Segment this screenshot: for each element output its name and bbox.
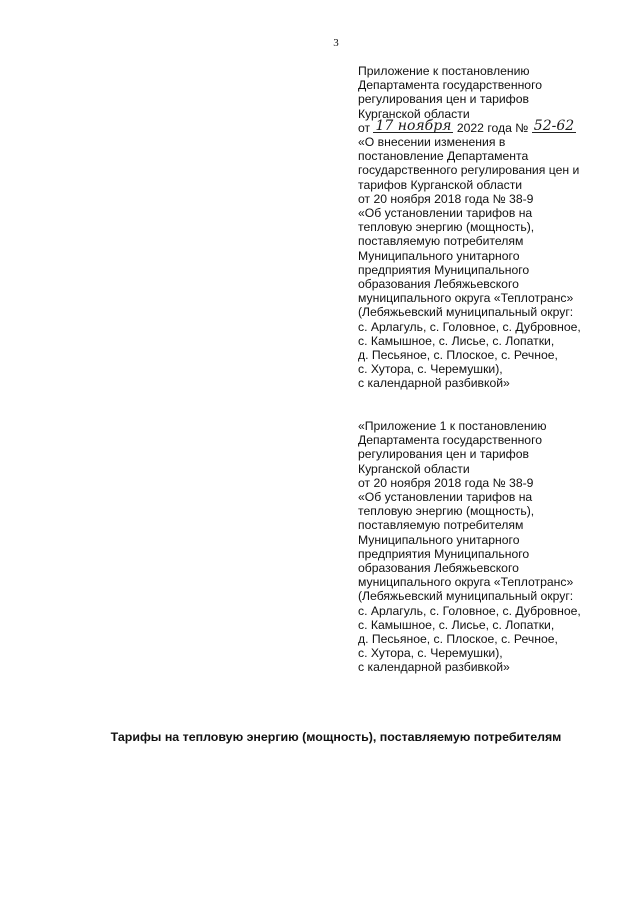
annex-line: с. Хутора, с. Черемушки),	[358, 646, 503, 661]
annex-line: поставляемую потребителям	[358, 234, 524, 249]
annex-line: тепловую энергию (мощность),	[358, 220, 535, 235]
annex-line: с календарной разбивкой»	[358, 376, 510, 391]
annex-line: с. Хутора, с. Черемушки),	[358, 362, 503, 377]
annex-line: Департамента государственного	[358, 78, 543, 93]
annex-line: регулирования цен и тарифов	[358, 92, 529, 107]
date-middle: 2022 года №	[456, 120, 529, 135]
annex-line: образования Лебяжьевского	[358, 277, 519, 292]
annex-line: (Лебяжьевский муниципальный округ:	[358, 589, 574, 604]
annex-header-block	[358, 64, 628, 391]
annex-line: Курганской области	[358, 461, 470, 476]
annex-line: регулирования цен и тарифов	[358, 447, 529, 462]
annex-line: с календарной разбивкой»	[358, 660, 510, 675]
annex-line: Курганской области	[358, 106, 470, 121]
date-prefix: от	[358, 120, 371, 135]
date-line	[358, 117, 628, 135]
annex-line: предприятия Муниципального	[358, 262, 530, 277]
annex-line: образования Лебяжьевского	[358, 561, 519, 576]
annex-line: д. Песьяное, с. Плоское, с. Речное,	[358, 632, 558, 647]
annex-1-header-block	[358, 419, 628, 675]
annex-line: (Лебяжьевский муниципальный округ:	[358, 305, 574, 320]
annex-line: от 20 ноября 2018 года № 38-9	[358, 191, 534, 206]
annex-line: постановление Департамента	[358, 149, 529, 164]
annex-line: с. Камышное, с. Лисье, с. Лопатки,	[358, 617, 555, 632]
tariffs-heading: Тарифы на тепловую энергию (мощность), поставляемую потребителям	[110, 730, 562, 744]
annex-line: Муниципального унитарного	[358, 248, 520, 263]
annex-line: от 20 ноября 2018 года № 38-9	[358, 475, 534, 490]
annex-line: Департамента государственного	[358, 433, 543, 448]
annex-line: д. Песьяное, с. Плоское, с. Речное,	[358, 348, 558, 363]
annex-line: муниципального округа «Теплотранс»	[358, 575, 574, 590]
annex-line: государственного регулирования цен и	[358, 163, 580, 178]
annex-line: «О внесении изменения в	[358, 135, 506, 150]
annex-line: тарифов Курганской области	[358, 177, 523, 192]
annex-line: «Об установлении тарифов на	[358, 490, 533, 505]
handwritten-date: 17 ноября	[375, 117, 452, 134]
annex-line: с. Камышное, с. Лисье, с. Лопатки,	[358, 333, 555, 348]
handwritten-number: 52-62	[533, 117, 575, 134]
annex-line: муниципального округа «Теплотранс»	[358, 291, 574, 306]
annex-line: предприятия Муниципального	[358, 546, 530, 561]
annex-line: «Приложение 1 к постановлению	[358, 419, 547, 433]
annex-line: тепловую энергию (мощность),	[358, 504, 535, 519]
annex-line: «Об установлении тарифов на	[358, 206, 533, 221]
annex-line: с. Арлагуль, с. Головное, с. Дубровное,	[358, 319, 581, 334]
annex-line: с. Арлагуль, с. Головное, с. Дубровное,	[358, 603, 581, 618]
annex-line: Приложение к постановлению	[358, 64, 530, 78]
page-number: 3	[333, 37, 339, 49]
annex-line: поставляемую потребителям	[358, 518, 524, 533]
annex-line: Муниципального унитарного	[358, 532, 520, 547]
